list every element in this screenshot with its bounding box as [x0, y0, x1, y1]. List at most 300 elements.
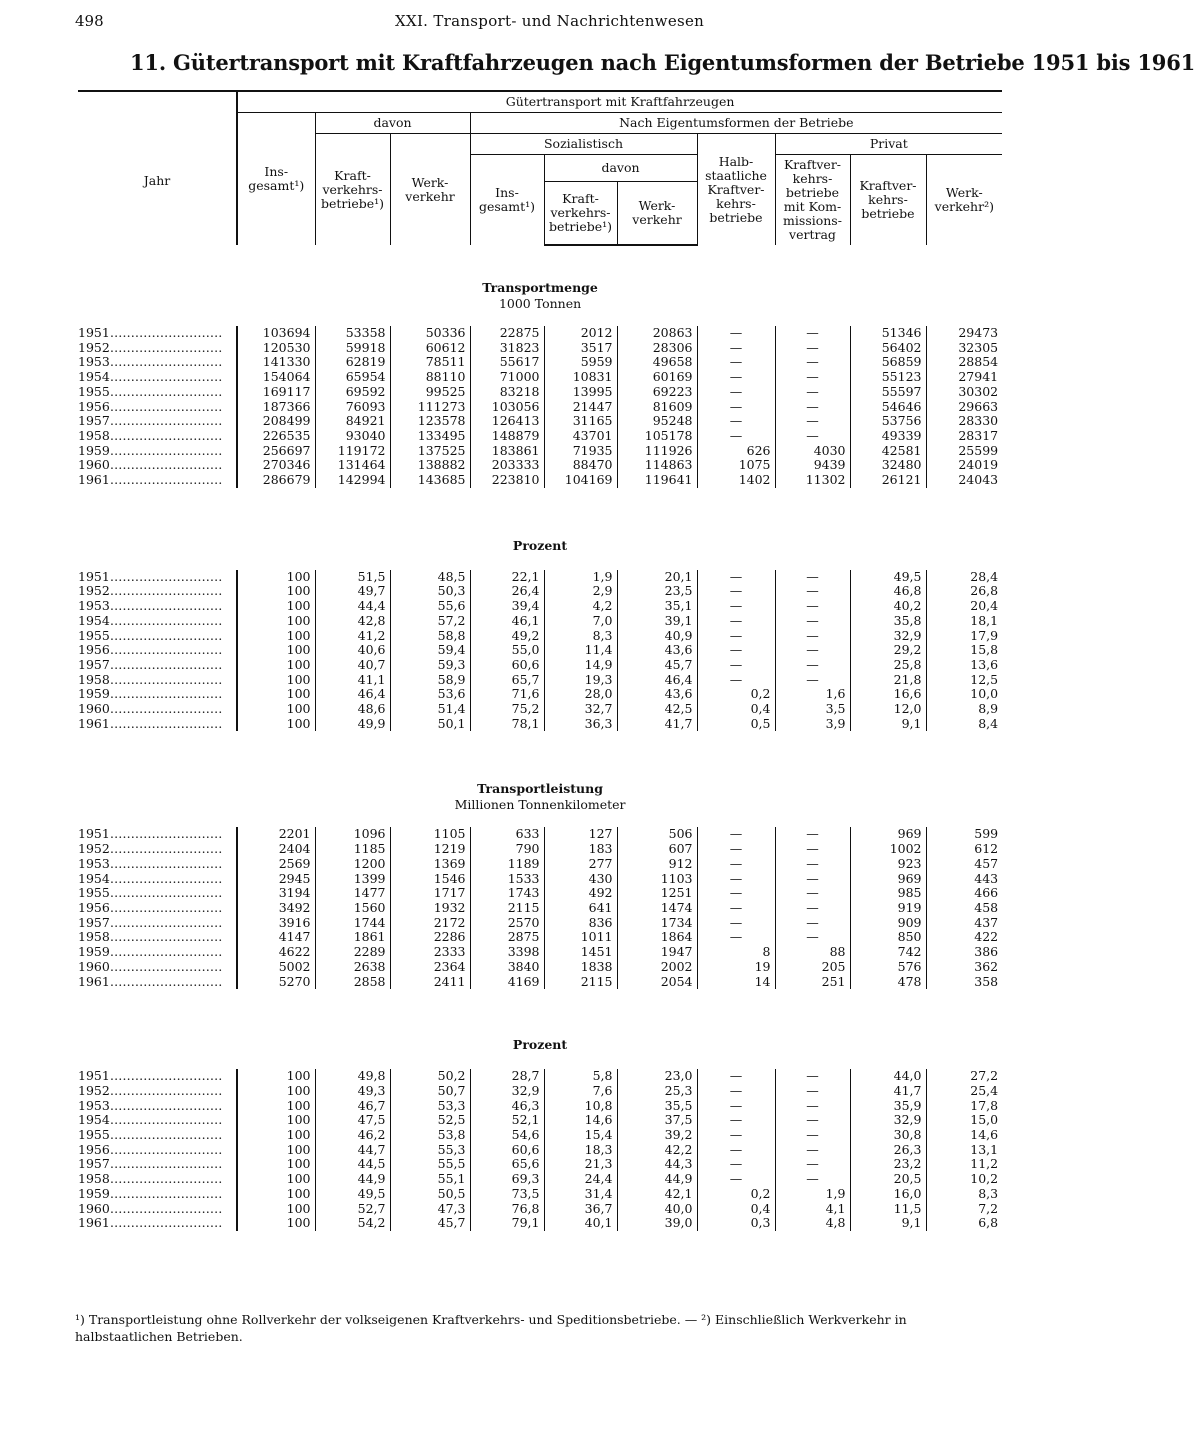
value-cell: 14: [697, 975, 775, 990]
table-row: [78, 945, 1002, 960]
value-cell: 969: [850, 872, 926, 887]
value-cell: 25,3: [617, 1084, 697, 1099]
value-cell: 286679: [237, 473, 315, 488]
value-cell: 3492: [237, 901, 315, 916]
header-davon: davon: [315, 113, 470, 134]
value-cell: —: [775, 886, 850, 901]
value-cell: 41,7: [850, 1084, 926, 1099]
value-cell: 46,2: [315, 1128, 390, 1143]
value-cell: 55,1: [390, 1172, 470, 1187]
value-cell: 277: [544, 857, 617, 872]
value-cell: 2858: [315, 975, 390, 990]
value-cell: 51,5: [315, 570, 390, 585]
value-cell: 641: [544, 901, 617, 916]
value-cell: 5959: [544, 355, 617, 370]
value-cell: 4147: [237, 930, 315, 945]
value-cell: —: [697, 370, 775, 385]
value-cell: 14,6: [926, 1128, 1002, 1143]
value-cell: 148879: [470, 429, 544, 444]
value-cell: 35,5: [617, 1099, 697, 1114]
value-cell: 100: [237, 1113, 315, 1128]
page-number: 498: [75, 12, 104, 30]
section-spacer: [78, 488, 1002, 538]
value-cell: 2569: [237, 857, 315, 872]
value-cell: 29473: [926, 326, 1002, 341]
year-cell: 1954 ………………………: [78, 1113, 237, 1128]
value-cell: 71,6: [470, 687, 544, 702]
value-cell: 32305: [926, 341, 1002, 356]
value-cell: —: [775, 673, 850, 688]
value-cell: 1402: [697, 473, 775, 488]
value-cell: 44,9: [315, 1172, 390, 1187]
value-cell: 203333: [470, 458, 544, 473]
value-cell: 141330: [237, 355, 315, 370]
value-cell: 1861: [315, 930, 390, 945]
header-main: Gütertransport mit Kraftfahrzeugen: [237, 91, 1002, 113]
value-cell: —: [697, 1143, 775, 1158]
value-cell: 44,5: [315, 1157, 390, 1172]
table-row: [78, 1113, 1002, 1128]
value-cell: 100: [237, 599, 315, 614]
year-cell: 1955 ………………………: [78, 629, 237, 644]
value-cell: —: [697, 1157, 775, 1172]
value-cell: 39,4: [470, 599, 544, 614]
value-cell: 1185: [315, 842, 390, 857]
value-cell: 100: [237, 658, 315, 673]
value-cell: 111273: [390, 400, 470, 415]
year-cell: 1955 ………………………: [78, 385, 237, 400]
value-cell: 95248: [617, 414, 697, 429]
year-cell: 1955 ………………………: [78, 1128, 237, 1143]
value-cell: 13,1: [926, 1143, 1002, 1158]
year-cell: 1958 ………………………: [78, 429, 237, 444]
value-cell: —: [697, 599, 775, 614]
value-cell: 19,3: [544, 673, 617, 688]
value-cell: 3,9: [775, 717, 850, 732]
value-cell: 44,0: [850, 1069, 926, 1084]
value-cell: 3398: [470, 945, 544, 960]
value-cell: —: [697, 400, 775, 415]
value-cell: 100: [237, 673, 315, 688]
value-cell: 40,7: [315, 658, 390, 673]
value-cell: 42,2: [617, 1143, 697, 1158]
value-cell: 8,3: [544, 629, 617, 644]
value-cell: 626: [697, 444, 775, 459]
value-cell: 133495: [390, 429, 470, 444]
value-cell: 88470: [544, 458, 617, 473]
section-spacer: [78, 731, 1002, 781]
section-heading: [78, 280, 1002, 312]
value-cell: 52,7: [315, 1202, 390, 1217]
value-cell: 28,0: [544, 687, 617, 702]
table-row: [78, 673, 1002, 688]
value-cell: 26,8: [926, 584, 1002, 599]
value-cell: 131464: [315, 458, 390, 473]
value-cell: 607: [617, 842, 697, 857]
value-cell: 3916: [237, 916, 315, 931]
value-cell: 362: [926, 960, 1002, 975]
value-cell: 48,5: [390, 570, 470, 585]
value-cell: 88110: [390, 370, 470, 385]
value-cell: 44,4: [315, 599, 390, 614]
value-cell: 20,1: [617, 570, 697, 585]
value-cell: 985: [850, 886, 926, 901]
table-row: [78, 842, 1002, 857]
table-row: [78, 1128, 1002, 1143]
value-cell: 15,8: [926, 643, 1002, 658]
value-cell: 208499: [237, 414, 315, 429]
value-cell: 1838: [544, 960, 617, 975]
value-cell: —: [775, 614, 850, 629]
value-cell: 226535: [237, 429, 315, 444]
value-cell: 0,5: [697, 717, 775, 732]
value-cell: 478: [850, 975, 926, 990]
table-row: [78, 458, 1002, 473]
value-cell: 492: [544, 886, 617, 901]
value-cell: —: [697, 355, 775, 370]
value-cell: 154064: [237, 370, 315, 385]
value-cell: —: [775, 872, 850, 887]
value-cell: 923: [850, 857, 926, 872]
value-cell: 49658: [617, 355, 697, 370]
year-cell: 1951 ………………………: [78, 1069, 237, 1084]
value-cell: 100: [237, 1172, 315, 1187]
value-cell: 11,2: [926, 1157, 1002, 1172]
value-cell: 11,4: [544, 643, 617, 658]
value-cell: 30302: [926, 385, 1002, 400]
value-cell: —: [697, 1069, 775, 1084]
value-cell: 48,6: [315, 702, 390, 717]
value-cell: 8,3: [926, 1187, 1002, 1202]
value-cell: 25,8: [850, 658, 926, 673]
value-cell: 137525: [390, 444, 470, 459]
value-cell: 43,6: [617, 687, 697, 702]
table-row: [78, 629, 1002, 644]
value-cell: 55617: [470, 355, 544, 370]
value-cell: 2286: [390, 930, 470, 945]
value-cell: 50,3: [390, 584, 470, 599]
value-cell: 26,3: [850, 1143, 926, 1158]
value-cell: 1369: [390, 857, 470, 872]
year-cell: 1953 ………………………: [78, 857, 237, 872]
table-row: [78, 1069, 1002, 1084]
value-cell: 111926: [617, 444, 697, 459]
value-cell: 1105: [390, 827, 470, 842]
section-title: Prozent: [512, 537, 568, 553]
table-row: [78, 1084, 1002, 1099]
value-cell: 21447: [544, 400, 617, 415]
year-cell: 1952 ………………………: [78, 584, 237, 599]
value-cell: 0,4: [697, 1202, 775, 1217]
value-cell: 205: [775, 960, 850, 975]
value-cell: 36,3: [544, 717, 617, 732]
value-cell: 7,0: [544, 614, 617, 629]
value-cell: 60,6: [470, 658, 544, 673]
value-cell: 1399: [315, 872, 390, 887]
table-row: [78, 1216, 1002, 1231]
value-cell: 43701: [544, 429, 617, 444]
value-cell: 13,6: [926, 658, 1002, 673]
table-row: [78, 717, 1002, 732]
statistics-table: [78, 90, 1002, 1231]
year-cell: 1957 ………………………: [78, 916, 237, 931]
header-soz-kraftverkehrsbetriebe: Kraft-verkehrs-betriebe¹): [544, 181, 617, 245]
value-cell: —: [697, 341, 775, 356]
value-cell: 40,2: [850, 599, 926, 614]
value-cell: —: [775, 930, 850, 945]
value-cell: 1744: [315, 916, 390, 931]
value-cell: 105178: [617, 429, 697, 444]
value-cell: —: [697, 658, 775, 673]
table-row: [78, 444, 1002, 459]
value-cell: 79,1: [470, 1216, 544, 1231]
value-cell: 9439: [775, 458, 850, 473]
value-cell: 612: [926, 842, 1002, 857]
value-cell: 24,4: [544, 1172, 617, 1187]
value-cell: 912: [617, 857, 697, 872]
year-cell: 1961 ………………………: [78, 975, 237, 990]
value-cell: 187366: [237, 400, 315, 415]
value-cell: 59918: [315, 341, 390, 356]
value-cell: 53358: [315, 326, 390, 341]
header-privat: Privat: [775, 134, 1002, 155]
year-cell: 1957 ………………………: [78, 414, 237, 429]
value-cell: —: [775, 414, 850, 429]
footnote: ¹) Transportleistung ohne Rollverkehr der volkseigenen Kraftverkehrs- und Speditionsbetriebe. — ²) Einschließlich Werkverkehr in halbstaatlichen Betrieben.: [75, 1312, 907, 1344]
value-cell: 169117: [237, 385, 315, 400]
value-cell: 100: [237, 1099, 315, 1114]
value-cell: 742: [850, 945, 926, 960]
value-cell: 69,3: [470, 1172, 544, 1187]
value-cell: 114863: [617, 458, 697, 473]
value-cell: —: [697, 429, 775, 444]
value-cell: 100: [237, 584, 315, 599]
table-row: [78, 370, 1002, 385]
value-cell: 103694: [237, 326, 315, 341]
section-spacer: [78, 312, 1002, 326]
value-cell: 100: [237, 629, 315, 644]
value-cell: —: [775, 857, 850, 872]
value-cell: 84921: [315, 414, 390, 429]
value-cell: —: [775, 842, 850, 857]
value-cell: 4169: [470, 975, 544, 990]
value-cell: 42,8: [315, 614, 390, 629]
value-cell: —: [697, 886, 775, 901]
value-cell: —: [697, 673, 775, 688]
value-cell: 1,6: [775, 687, 850, 702]
value-cell: —: [775, 341, 850, 356]
value-cell: 4,1: [775, 1202, 850, 1217]
value-cell: —: [697, 916, 775, 931]
value-cell: 24043: [926, 473, 1002, 488]
value-cell: 4622: [237, 945, 315, 960]
value-cell: 100: [237, 614, 315, 629]
value-cell: 60169: [617, 370, 697, 385]
value-cell: 1474: [617, 901, 697, 916]
value-cell: 32,9: [850, 1113, 926, 1128]
value-cell: —: [775, 1084, 850, 1099]
table-row: [78, 599, 1002, 614]
value-cell: 39,0: [617, 1216, 697, 1231]
value-cell: 56402: [850, 341, 926, 356]
value-cell: 36,7: [544, 1202, 617, 1217]
value-cell: 83218: [470, 385, 544, 400]
table-row: [78, 429, 1002, 444]
value-cell: 28854: [926, 355, 1002, 370]
value-cell: 31165: [544, 414, 617, 429]
value-cell: 27941: [926, 370, 1002, 385]
table-row: [78, 960, 1002, 975]
value-cell: 59,4: [390, 643, 470, 658]
value-cell: 126413: [470, 414, 544, 429]
value-cell: 27,2: [926, 1069, 1002, 1084]
value-cell: 4030: [775, 444, 850, 459]
value-cell: —: [697, 614, 775, 629]
value-cell: 836: [544, 916, 617, 931]
value-cell: 103056: [470, 400, 544, 415]
value-cell: 50336: [390, 326, 470, 341]
value-cell: 26,4: [470, 584, 544, 599]
value-cell: —: [697, 872, 775, 887]
value-cell: —: [775, 1143, 850, 1158]
value-cell: 100: [237, 1143, 315, 1158]
value-cell: 1477: [315, 886, 390, 901]
value-cell: 969: [850, 827, 926, 842]
value-cell: 100: [237, 1157, 315, 1172]
value-cell: 28,4: [926, 570, 1002, 585]
value-cell: 55,0: [470, 643, 544, 658]
value-cell: 20,4: [926, 599, 1002, 614]
value-cell: —: [697, 901, 775, 916]
value-cell: 100: [237, 702, 315, 717]
value-cell: 7,2: [926, 1202, 1002, 1217]
value-cell: 10,0: [926, 687, 1002, 702]
year-cell: 1959 ………………………: [78, 1187, 237, 1202]
section-title: Transportleistung: [477, 781, 603, 797]
value-cell: 22,1: [470, 570, 544, 585]
value-cell: 56859: [850, 355, 926, 370]
value-cell: 13995: [544, 385, 617, 400]
value-cell: 51,4: [390, 702, 470, 717]
value-cell: 1734: [617, 916, 697, 931]
header-priv-kommission: Kraftver-kehrs-betriebe mit Kom-missions-vertrag: [775, 155, 850, 246]
value-cell: 16,6: [850, 687, 926, 702]
value-cell: 2012: [544, 326, 617, 341]
value-cell: 57,2: [390, 614, 470, 629]
table-header: [78, 91, 1002, 245]
value-cell: —: [775, 385, 850, 400]
year-cell: 1954 ………………………: [78, 872, 237, 887]
value-cell: 100: [237, 570, 315, 585]
value-cell: 142994: [315, 473, 390, 488]
value-cell: 8,9: [926, 702, 1002, 717]
year-cell: 1960 ………………………: [78, 960, 237, 975]
value-cell: 49,2: [470, 629, 544, 644]
year-cell: 1958 ………………………: [78, 673, 237, 688]
section-spacer: [78, 989, 1002, 1037]
value-cell: 58,8: [390, 629, 470, 644]
value-cell: 40,1: [544, 1216, 617, 1231]
value-cell: 17,8: [926, 1099, 1002, 1114]
value-cell: 850: [850, 930, 926, 945]
value-cell: —: [697, 570, 775, 585]
value-cell: 39,1: [617, 614, 697, 629]
value-cell: 1451: [544, 945, 617, 960]
value-cell: —: [775, 1113, 850, 1128]
value-cell: —: [697, 643, 775, 658]
value-cell: 18,1: [926, 614, 1002, 629]
value-cell: 35,1: [617, 599, 697, 614]
value-cell: 71000: [470, 370, 544, 385]
value-cell: 78,1: [470, 717, 544, 732]
value-cell: 23,2: [850, 1157, 926, 1172]
value-cell: 93040: [315, 429, 390, 444]
value-cell: 100: [237, 1187, 315, 1202]
value-cell: 3194: [237, 886, 315, 901]
value-cell: 119641: [617, 473, 697, 488]
value-cell: 0,4: [697, 702, 775, 717]
value-cell: —: [775, 1157, 850, 1172]
year-cell: 1951 ………………………: [78, 570, 237, 585]
section-heading: [78, 1037, 1002, 1053]
value-cell: —: [697, 1099, 775, 1114]
header-jahr: Jahr: [78, 91, 237, 245]
value-cell: 42,5: [617, 702, 697, 717]
value-cell: 53756: [850, 414, 926, 429]
value-cell: 919: [850, 901, 926, 916]
header-kraftverkehrsbetriebe: Kraft-verkehrs-betriebe¹): [315, 134, 390, 246]
table-row: [78, 614, 1002, 629]
year-cell: 1961 ………………………: [78, 1216, 237, 1231]
section-title: Transportmenge: [482, 280, 598, 295]
value-cell: 78511: [390, 355, 470, 370]
value-cell: 2115: [544, 975, 617, 990]
value-cell: 3,5: [775, 702, 850, 717]
value-cell: —: [697, 857, 775, 872]
value-cell: 790: [470, 842, 544, 857]
value-cell: 143685: [390, 473, 470, 488]
year-cell: 1954 ………………………: [78, 370, 237, 385]
table-row: [78, 930, 1002, 945]
value-cell: 270346: [237, 458, 315, 473]
year-cell: 1954 ………………………: [78, 614, 237, 629]
value-cell: 1219: [390, 842, 470, 857]
year-cell: 1956 ………………………: [78, 400, 237, 415]
value-cell: —: [775, 370, 850, 385]
value-cell: 506: [617, 827, 697, 842]
year-cell: 1953 ………………………: [78, 355, 237, 370]
value-cell: —: [697, 1172, 775, 1187]
value-cell: 457: [926, 857, 1002, 872]
table-row: [78, 341, 1002, 356]
header-soz-davon: davon: [544, 155, 697, 182]
value-cell: —: [697, 385, 775, 400]
value-cell: —: [697, 584, 775, 599]
value-cell: —: [775, 429, 850, 444]
value-cell: 1,9: [775, 1187, 850, 1202]
value-cell: 55597: [850, 385, 926, 400]
value-cell: 28306: [617, 341, 697, 356]
value-cell: —: [697, 827, 775, 842]
table-row: [78, 584, 1002, 599]
value-cell: 1251: [617, 886, 697, 901]
value-cell: 20,5: [850, 1172, 926, 1187]
value-cell: —: [697, 414, 775, 429]
value-cell: 2,9: [544, 584, 617, 599]
value-cell: —: [775, 916, 850, 931]
value-cell: 3840: [470, 960, 544, 975]
value-cell: 1200: [315, 857, 390, 872]
